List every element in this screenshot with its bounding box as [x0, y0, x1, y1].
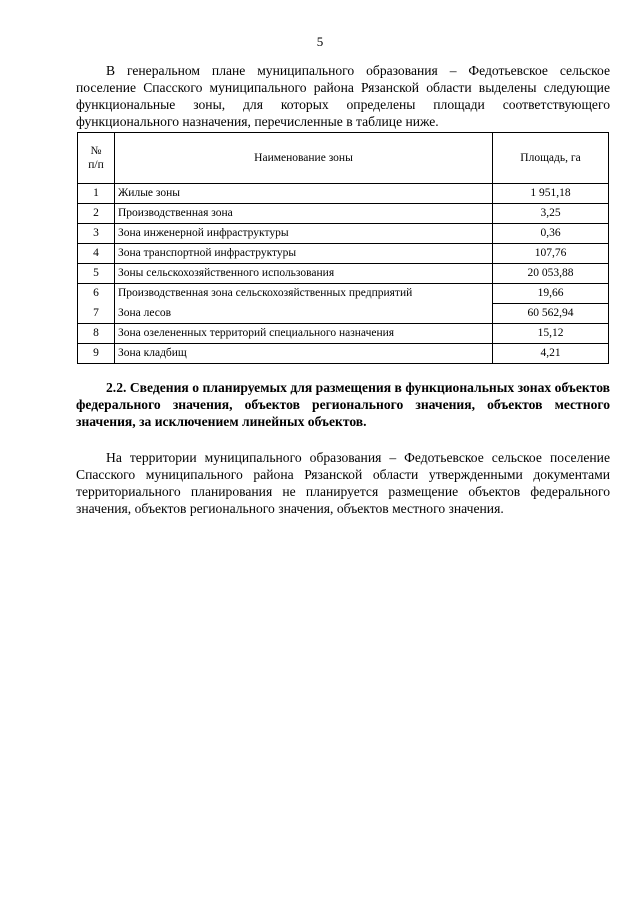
row-area: 60 562,94 — [493, 304, 609, 324]
table-row — [78, 344, 609, 364]
table-row — [78, 264, 609, 284]
row-number: 3 — [78, 224, 115, 244]
row-number: 6 — [78, 284, 115, 304]
header-area: Площадь, га — [493, 133, 609, 184]
row-number: 8 — [78, 324, 115, 344]
header-number-symbol: № — [90, 145, 102, 157]
row-area: 0,36 — [493, 224, 609, 244]
table-row — [78, 284, 609, 304]
row-zone-name: Производственная зона сельскохозяйственных предприятий — [115, 284, 493, 304]
functional-zones-table — [77, 132, 609, 364]
row-area: 19,66 — [493, 284, 609, 304]
row-zone-name: Зона инженерной инфраструктуры — [115, 224, 493, 244]
section-heading: 2.2. Сведения о планируемых для размещения в функциональных зонах объектов федерального значения, объектов регионального значения, объектов местного значения, за исключением линейных объектов. — [76, 380, 610, 429]
row-area: 20 053,88 — [493, 264, 609, 284]
row-area: 4,21 — [493, 344, 609, 364]
row-zone-name: Зона лесов — [115, 304, 493, 324]
page-number: 5 — [316, 34, 324, 49]
row-zone-name: Зона транспортной инфраструктуры — [115, 244, 493, 264]
table-row — [78, 324, 609, 344]
row-area: 107,76 — [493, 244, 609, 264]
table-row — [78, 184, 609, 204]
row-number: 7 — [78, 304, 115, 324]
row-number: 4 — [78, 244, 115, 264]
row-zone-name: Жилые зоны — [115, 184, 493, 204]
row-number: 9 — [78, 344, 115, 364]
header-zone-name: Наименование зоны — [115, 133, 493, 184]
header-number — [78, 133, 115, 184]
closing-paragraph: На территории муниципального образования – Федотьевское сельское поселение Спасского муниципального района Рязанской области утвержденными документами территориального планирования не планируется размещение объектов федерального значения, объектов регионального значения, объектов местного значения. — [76, 450, 610, 516]
intro-paragraph: В генеральном плане муниципального образования – Федотьевское сельское поселение Спасского муниципального района Рязанской области выделены следующие функциональные зоны, для которых определены площади соответствующего функционального назначения, перечисленные в таблице ниже. — [76, 63, 610, 129]
table-row — [78, 304, 609, 324]
row-zone-name: Зоны сельскохозяйственного использования — [115, 264, 493, 284]
row-number: 5 — [78, 264, 115, 284]
row-area: 15,12 — [493, 324, 609, 344]
row-number: 2 — [78, 204, 115, 224]
row-area: 3,25 — [493, 204, 609, 224]
row-area: 1 951,18 — [493, 184, 609, 204]
table-row — [78, 204, 609, 224]
table-header-row — [78, 133, 609, 184]
row-number: 1 — [78, 184, 115, 204]
row-zone-name: Производственная зона — [115, 204, 493, 224]
table-row — [78, 244, 609, 264]
header-number-abbrev: п/п — [88, 159, 104, 171]
row-zone-name: Зона озелененных территорий специального назначения — [115, 324, 493, 344]
row-zone-name: Зона кладбищ — [115, 344, 493, 364]
table-row — [78, 224, 609, 244]
